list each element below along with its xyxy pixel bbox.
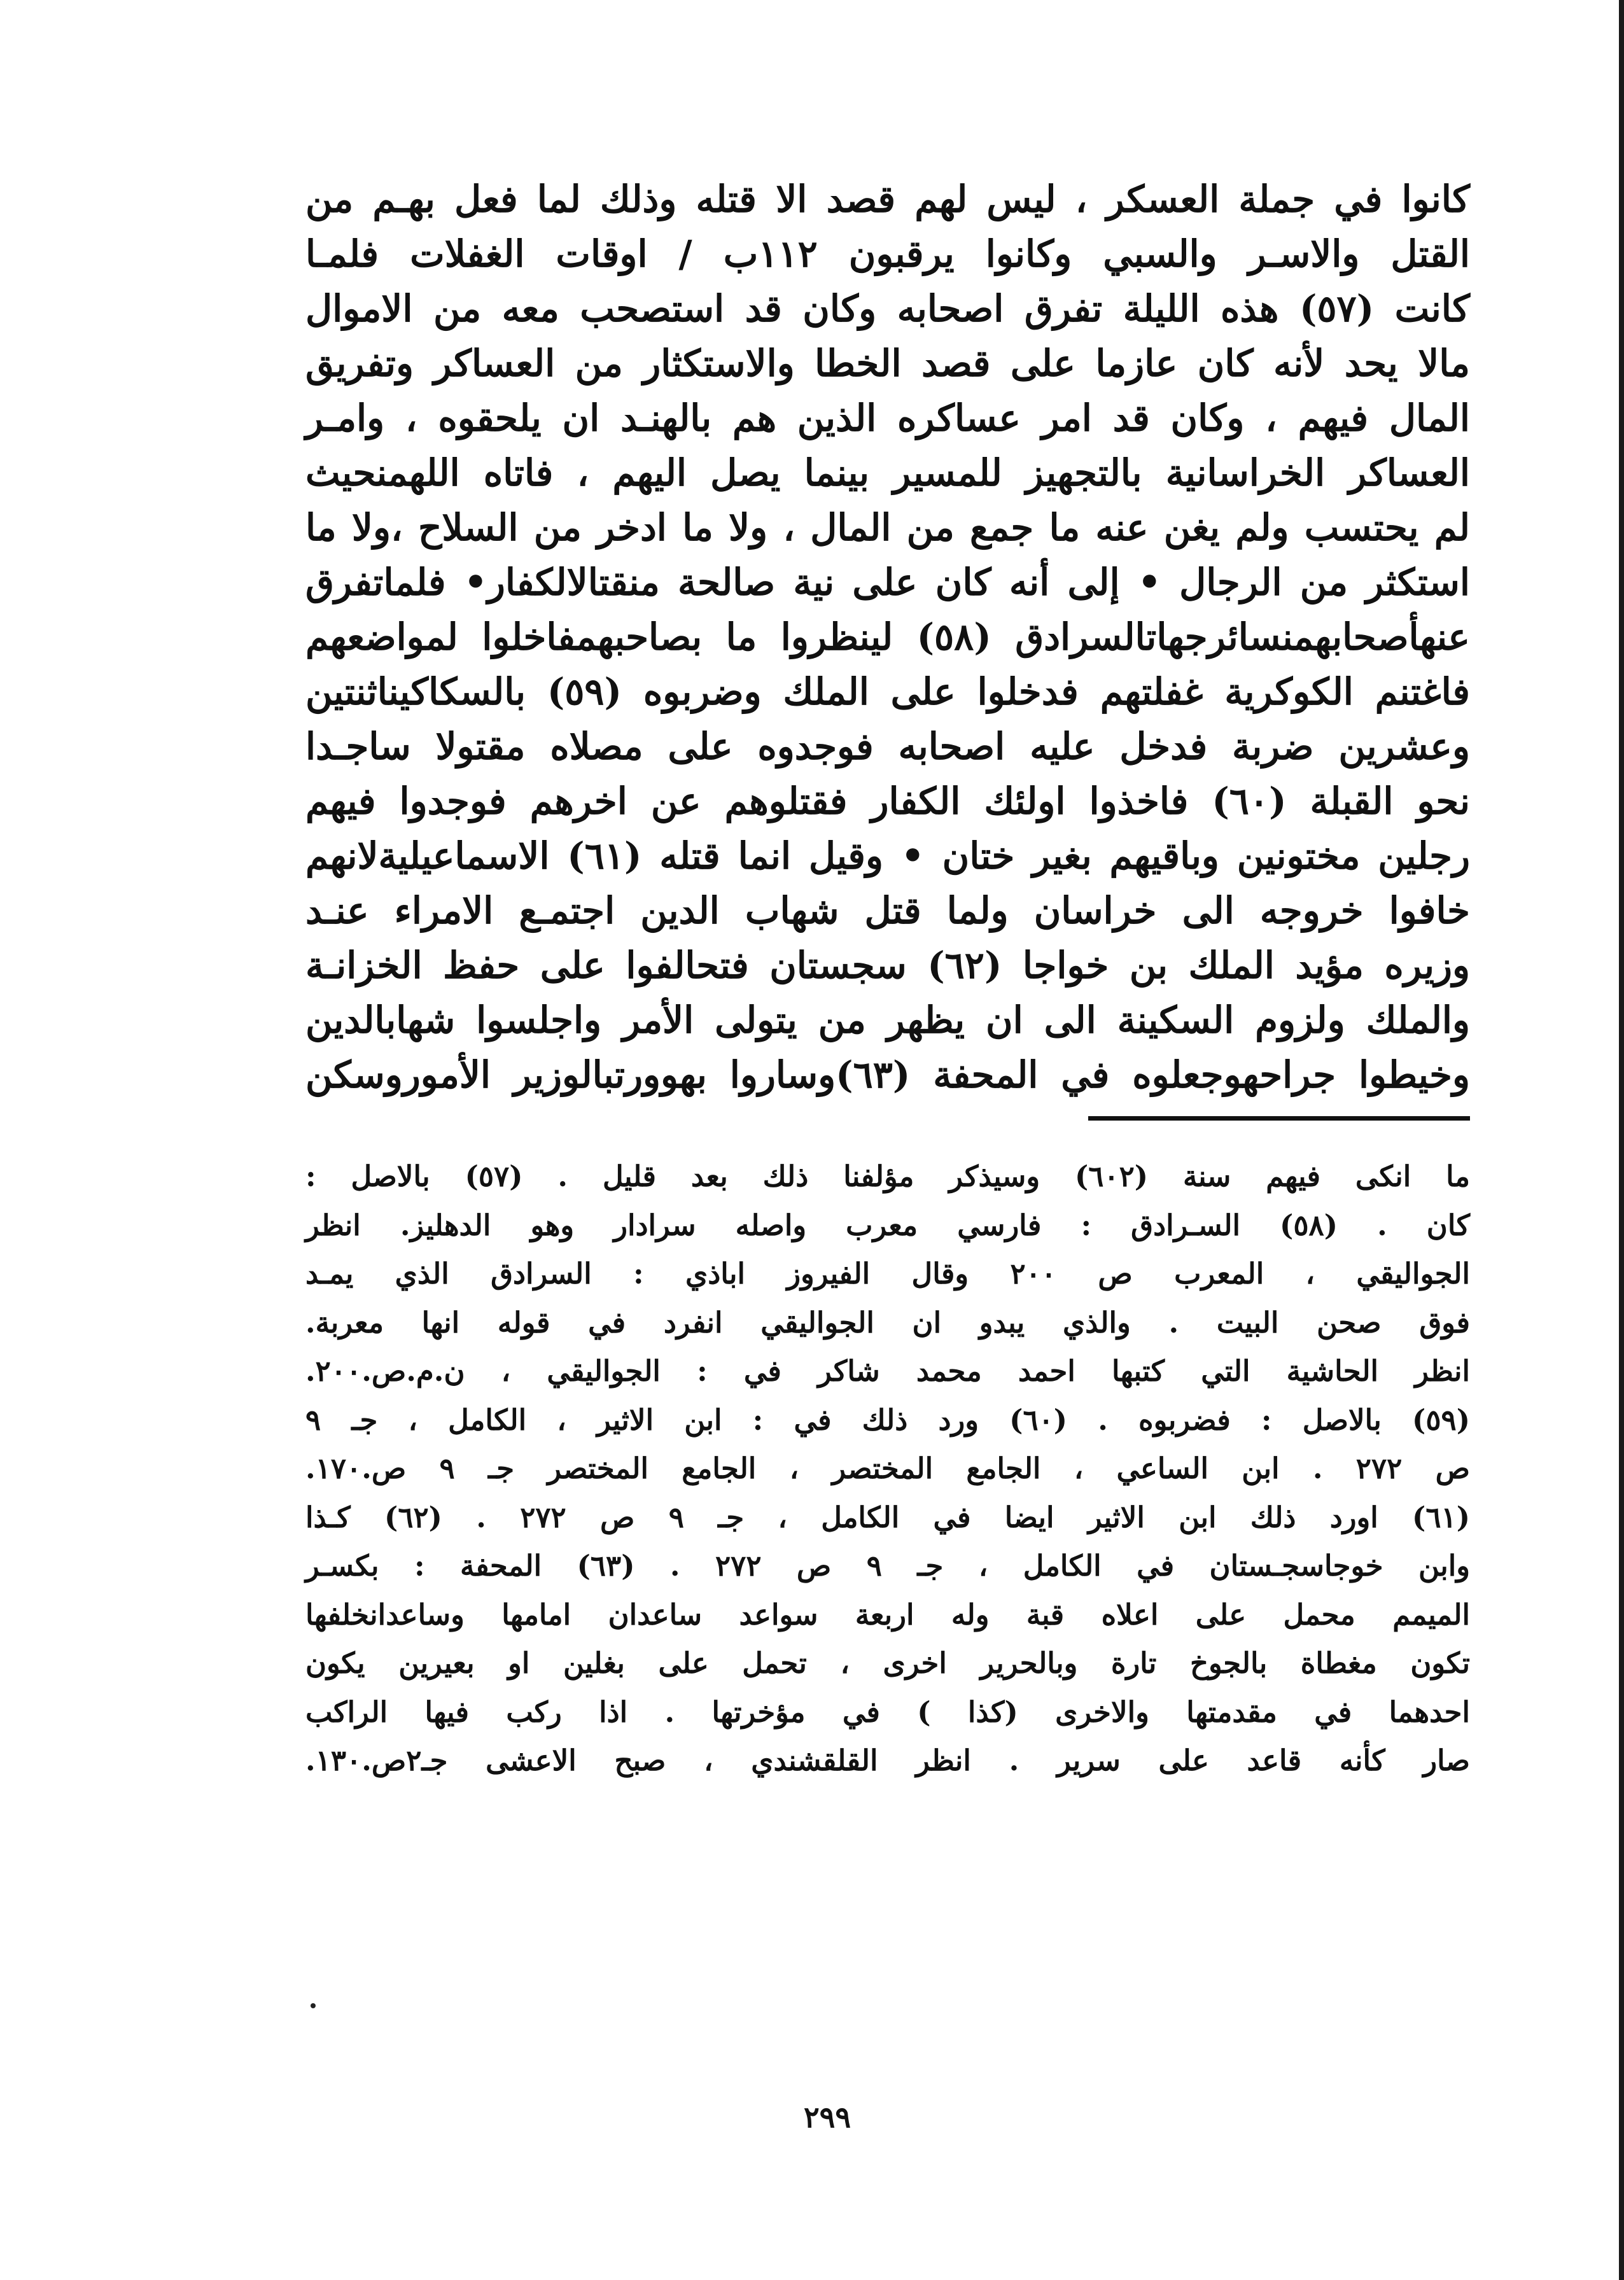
footnote-line: (٥٩) بالاصل : فضربوه . (٦٠) ورد ذلك في : ابن الاثير ، الكامل ، جـ ٩ (305, 1402, 1470, 1437)
main-text-line: مالا يحد لأنه كان عازما على قصد الخطا والاستكثار من العساكر وتفريق (305, 342, 1470, 385)
footnote-line: تكون مغطاة بالجوخ تارة وبالحرير اخرى ، تحمل على بغلين او بعيرين يكون (305, 1646, 1470, 1680)
main-text-line: خافوا خروجه الى خراسان ولما قتل شهاب الدين اجتمـع الامراء عنـد (305, 889, 1470, 932)
footnote-separator (1088, 1116, 1470, 1121)
main-text-line: نحو القبلة (٦٠) فاخذوا اولئك الكفار فقتلوهم عن اخرهم فوجدوا فيهم (305, 780, 1471, 823)
footnotes-block (305, 1152, 1470, 1786)
main-text-line: استكثر من الرجال • إلى أنه كان على نية صالحة منقتالالكفار• فلماتفرق (305, 561, 1470, 604)
footnote-line: صار كأنه قاعد على سرير . انظر القلقشندي ، صبح الاعشى جـ٢ص.١٣٠. (305, 1744, 1470, 1777)
main-text-body (305, 172, 1470, 1102)
main-text-line: وخيطوا جراحهوجعلوه في المحفة (٦٣)وساروا بهوورتبالوزير الأموروسكن (305, 1053, 1470, 1096)
footnote-line: الميمم محمل على اعلاه قبة وله اربعة سواعد ساعدان امامها وساعدانخلفها (305, 1597, 1470, 1632)
footnote-line: وابن خوجاسجـستان في الكامل ، جـ ٩ ص ٢٧٢ . (٦٣) المحفة : بكسـر (305, 1549, 1470, 1583)
footnote-line: احدهما في مقدمتها والاخرى (كذا ) في مؤخرتها . اذا ركب فيها الراكب (305, 1695, 1470, 1729)
page-number: ٢٩٩ (803, 2100, 851, 2134)
main-text-line: كانوا في جملة العسكر ، ليس لهم قصد الا قتله وذلك لما فعل بهـم من (305, 178, 1470, 221)
main-text-line: كانت (٥٧) هذه الليلة تفرق اصحابه وكان قد استصحب معه من الاموال (305, 287, 1470, 330)
footnote-line: الجواليقي ، المعرب ص ٢٠٠ وقال الفيروز اباذي : السرادق الذي يمـد (305, 1257, 1470, 1290)
main-text-line: القتل والاسـر والسبي وكانوا يرقبون ١١٢ب / اوقات الغفلات فلمـا (305, 232, 1470, 276)
document-page (305, 172, 1470, 1786)
main-text-line: فاغتنم الكوكرية غفلتهم فدخلوا على الملك وضربوه (٥٩) بالسكاكيناثنتين (305, 670, 1470, 713)
footnote-line: كان . (٥٨) السـرادق : فارسي معرب واصله سرادار وهو الدهليز. انظر (305, 1208, 1470, 1242)
footnote-line: انظر الحاشية التي كتبها احمد محمد شاكر في : الجواليقي ، ن.م.ص.٢٠٠. (305, 1354, 1470, 1388)
footnote-line: (٦١) اورد ذلك ابن الاثير ايضا في الكامل ، جـ ٩ ص ٢٧٢ . (٦٢) كـذا (305, 1500, 1470, 1534)
main-text-line: وزيره مؤيد الملك بن خواجا (٦٢) سجستان فتحالفوا على حفظ الخزانـة (305, 944, 1470, 987)
footnote-line: فوق صحن البيت . والذي يبدو ان الجواليقي انفرد في قوله انها معربة. (305, 1305, 1470, 1339)
main-text-line: رجلين مختونين وباقيهم بغير ختان • وقيل انما قتله (٦١) الاسماعيليةلانهم (305, 834, 1470, 878)
main-text-line: عنهأصحابهمنسائرجهاتالسرادق (٥٨) لينظروا ما بصاحبهمفاخلوا لمواضعهم (305, 615, 1470, 659)
main-text-line: المال فيهم ، وكان قد امر عساكره الذين هم بالهنـد ان يلحقوه ، وامـر (305, 396, 1470, 440)
footnote-line: ص ٢٧٢ . ابن الساعي ، الجامع المختصر ، الجامع المختصر جـ ٩ ص.١٧٠. (305, 1451, 1470, 1485)
scan-speck (311, 2003, 316, 2008)
main-text-line: وعشرين ضربة فدخل عليه اصحابه فوجدوه على مصلاه مقتولا ساجـدا (305, 725, 1470, 768)
main-text-line: العساكر الخراسانية بالتجهيز للمسير بينما يصل اليهم ، فاتاه اللهمنحيث (305, 451, 1470, 494)
scan-edge-border (1619, 0, 1624, 2280)
main-text-line: والملك ولزوم السكينة الى ان يظهر من يتولى الأمر واجلسوا شهابالدين (305, 998, 1470, 1042)
main-text-line: لم يحتسب ولم يغن عنه ما جمع من المال ، ولا ما ادخر من السلاح ،ولا ما (305, 506, 1470, 549)
footnote-line: ما انكى فيهم سنة (٦٠٢) وسيذكر مؤلفنا ذلك بعد قليل . (٥٧) بالاصل : (305, 1159, 1471, 1193)
